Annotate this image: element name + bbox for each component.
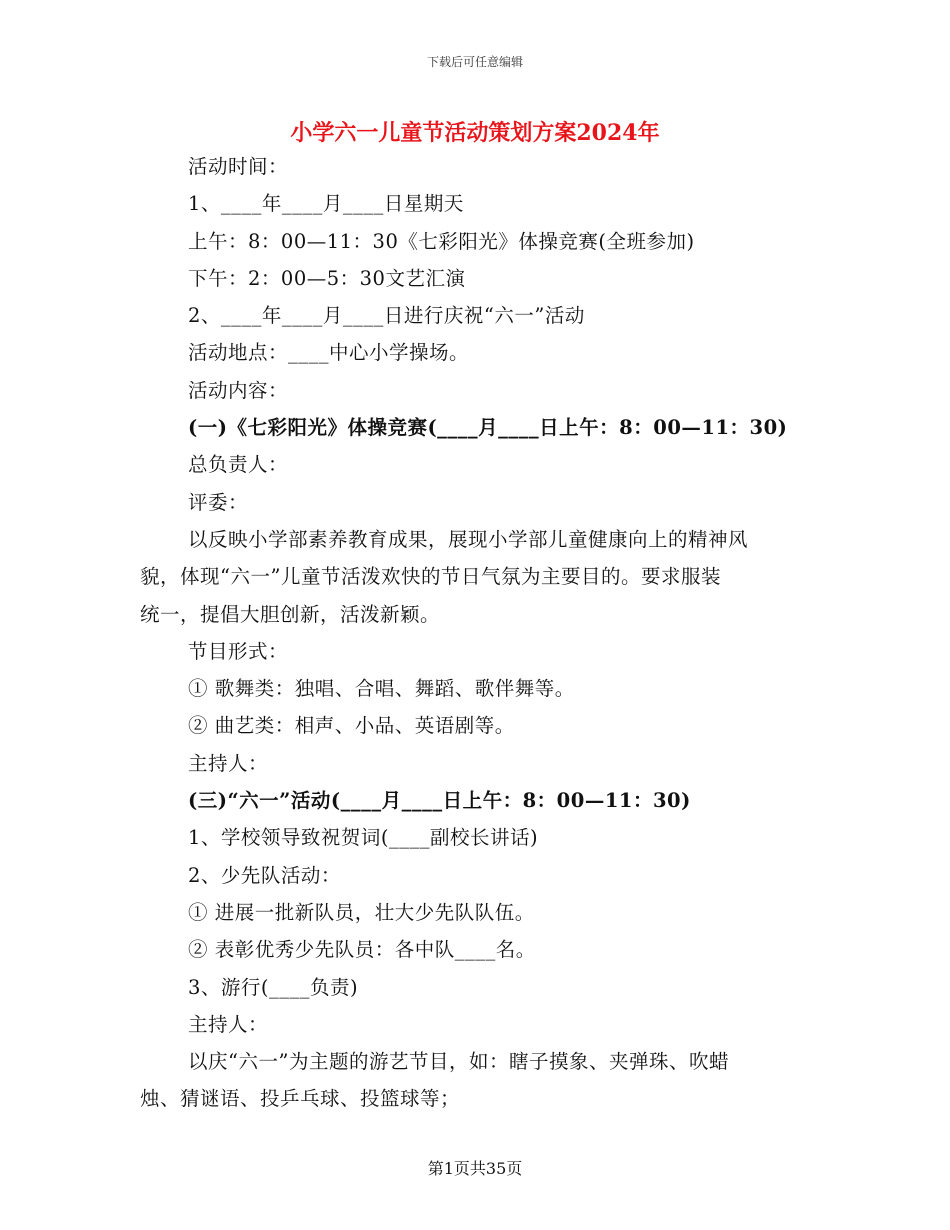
paragraph-line: 节目形式： bbox=[188, 639, 289, 663]
list-item: ② 曲艺类：相声、小品、英语剧等。 bbox=[188, 714, 515, 738]
list-item: ① 歌舞类：独唱、合唱、舞蹈、歌伴舞等。 bbox=[188, 677, 575, 701]
paragraph-line: 1、____年____月____日星期天 bbox=[188, 192, 464, 216]
paragraph-line: 活动内容： bbox=[188, 378, 289, 402]
paragraph-line: 以庆“六一”为主题的游艺节目，如：瞎子摸象、夹弹珠、吹蜡 bbox=[188, 1050, 729, 1074]
paragraph-line: 下午：2：00—5：30文艺汇演 bbox=[188, 266, 466, 290]
paragraph-line: 统一，提倡大胆创新，活泼新颖。 bbox=[140, 602, 441, 626]
paragraph-line: 评委： bbox=[188, 490, 249, 514]
paragraph-line: 上午：8：00—11：30《七彩阳光》体操竞赛(全班参加) bbox=[188, 229, 695, 253]
list-item: ① 进展一批新队员，壮大少先队队伍。 bbox=[188, 900, 535, 924]
paragraph-line: 貌，体现“六一”儿童节活泼欢快的节日气氛为主要目的。要求服装 bbox=[140, 565, 721, 589]
paragraph-line: 主持人： bbox=[188, 1012, 269, 1036]
paragraph-line: 主持人： bbox=[188, 751, 269, 775]
list-item: 3、游行(____负责) bbox=[188, 975, 359, 999]
paragraph-line: 以反映小学部素养教育成果，展现小学部儿童健康向上的精神风 bbox=[188, 527, 749, 551]
document-title: 小学六一儿童节活动策划方案2024年 bbox=[290, 120, 660, 146]
paragraph-line: 2、____年____月____日进行庆祝“六一”活动 bbox=[188, 304, 585, 328]
section-heading: (三)“六一”活动(____月____日上午：8：00—11：30) bbox=[188, 789, 691, 813]
document-body bbox=[140, 148, 820, 1118]
page-header: 下载后可任意编辑 bbox=[426, 55, 523, 69]
list-item: 2、少先队活动： bbox=[188, 863, 341, 887]
paragraph-line: 活动地点：____中心小学操场。 bbox=[188, 341, 470, 365]
paragraph-line: 活动时间： bbox=[188, 155, 289, 178]
paragraph-line: 总负责人： bbox=[188, 453, 289, 477]
page-footer: 第1页共35页 bbox=[427, 1159, 523, 1178]
paragraph-line: 烛、猜谜语、投乒乓球、投篮球等； bbox=[140, 1087, 461, 1111]
list-item: 1、学校领导致祝贺词(____副校长讲话) bbox=[188, 826, 539, 850]
list-item: ② 表彰优秀少先队员：各中队____名。 bbox=[188, 938, 536, 962]
section-heading: (一)《七彩阳光》体操竞赛(____月____日上午：8：00—11：30) bbox=[188, 416, 788, 440]
